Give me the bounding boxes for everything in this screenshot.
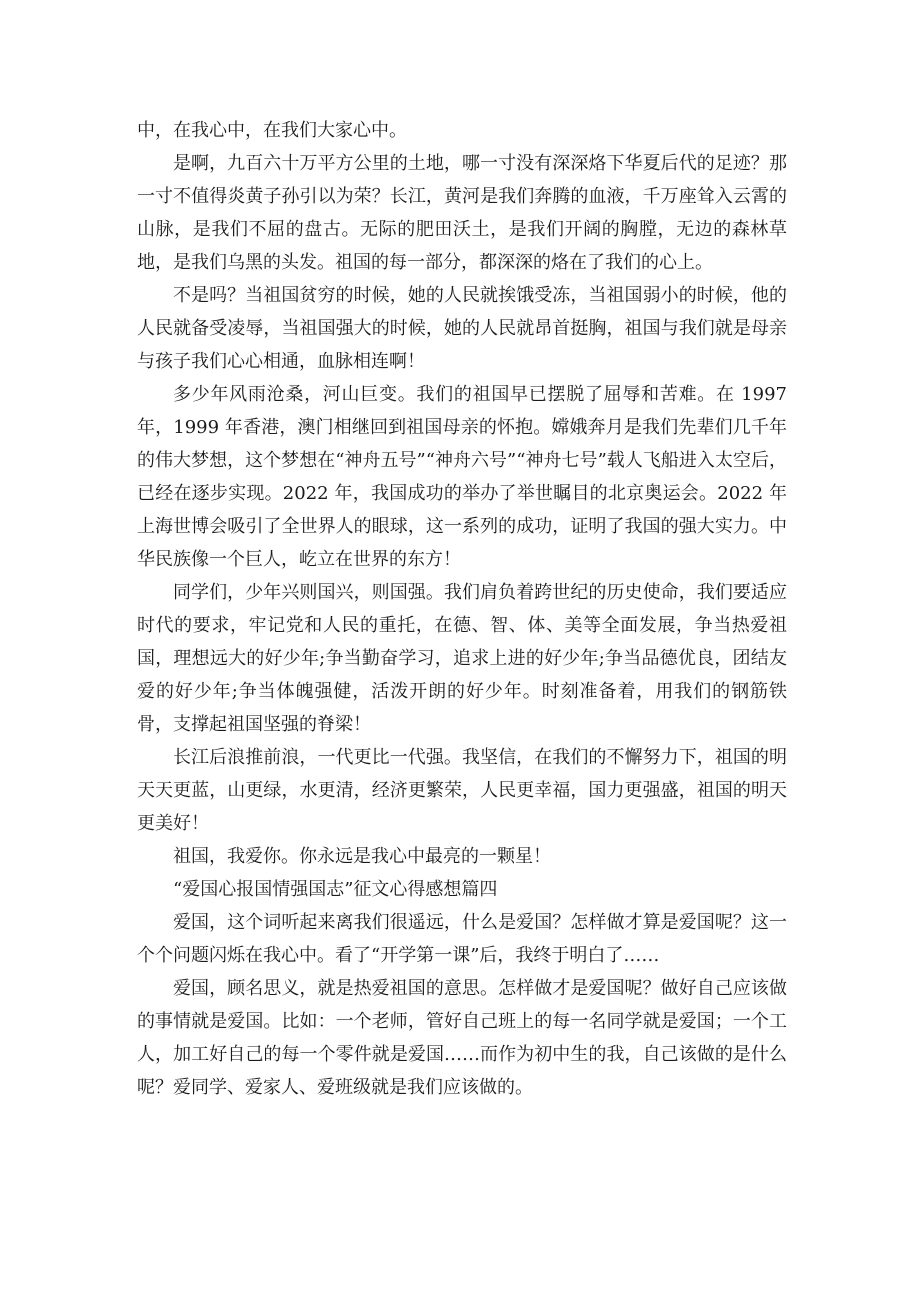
paragraph-students: 同学们，少年兴则国兴，则国强。我们肩负着跨世纪的历史使命，我们要适应时代的要求，牢记党和人民的重托，在德、智、体、美等全面发展，争当热爱祖国，理想远大的好少年;争当勤奋学习，追求上进的好少年;争当品德优良，团结友爱的好少年;争当体魄强健，活泼开朗的好少年。时刻准备着，用我们的钢筋铁骨，支撑起祖国坚强的脊梁！: [137, 582, 787, 735]
paragraph-patriotism-question: 爱国，这个词听起来离我们很遥远，什么是爱国？怎样做才算是爱国呢？这一个个问题闪烁在我心中。看了“开学第一课”后，我终于明白了……: [137, 912, 787, 966]
paragraph-love-motherland: 祖国，我爱你。你永远是我心中最亮的一颗星！: [173, 846, 551, 867]
paragraph-continuation: 中，在我心中，在我们大家心中。: [137, 120, 407, 141]
paragraph-yangtze: 长江后浪推前浪，一代更比一代强。我坚信，在我们的不懈努力下，祖国的明天天更蓝，山更绿，水更清，经济更繁荣，人民更幸福，国力更强盛，祖国的明天更美好！: [137, 747, 787, 834]
paragraph-poverty: 不是吗？当祖国贫穷的时候，她的人民就挨饿受冻，当祖国弱小的时候，他的人民就备受凌辱，当祖国强大的时候，她的人民就昂首挺胸，祖国与我们就是母亲与孩子我们心心相通，血脉相连啊！: [137, 285, 787, 372]
article-body: [137, 114, 787, 1104]
paragraph-patriotism-meaning: 爱国，顾名思义，就是热爱祖国的意思。怎样做才是爱国呢？做好自己应该做的事情就是爱国。比如：一个老师，管好自己班上的每一名同学就是爱国；一个工人，加工好自己的每一个零件就是爱国……而作为初中生的我，自己该做的是什么呢？爱同学、爱家人、爱班级就是我们应该做的。: [137, 978, 787, 1098]
paragraph-land: 是啊，九百六十万平方公里的土地，哪一寸没有深深烙下华夏后代的足迹？那一寸不值得炎黄子孙引以为荣？长江，黄河是我们奔腾的血液，千万座耸入云霄的山脉，是我们不屈的盘古。无际的肥田沃土，是我们开阔的胸膛，无边的森林草地，是我们乌黑的头发。祖国的每一部分，都深深的烙在了我们的心上。: [137, 153, 787, 273]
paragraph-history: 多少年风雨沧桑，河山巨变。我们的祖国早已摆脱了屈辱和苦难。在 1997 年，1999 年香港，澳门相继回到祖国母亲的怀抱。嫦娥奔月是我们先辈们几千年的伟大梦想，这个梦想在“神舟五号”“神舟六号”“神舟七号”载人飞船进入太空后，已经在逐步实现。2022 年，我国成功的举办了举世瞩目的北京奥运会。2022 年上海世博会吸引了全世界人的眼球，这一系列的成功，证明了我国的强大实力。中华民族像一个巨人，屹立在世界的东方！: [137, 384, 787, 570]
section-heading: “爱国心报国情强国志”征文心得感想篇四: [173, 879, 498, 900]
